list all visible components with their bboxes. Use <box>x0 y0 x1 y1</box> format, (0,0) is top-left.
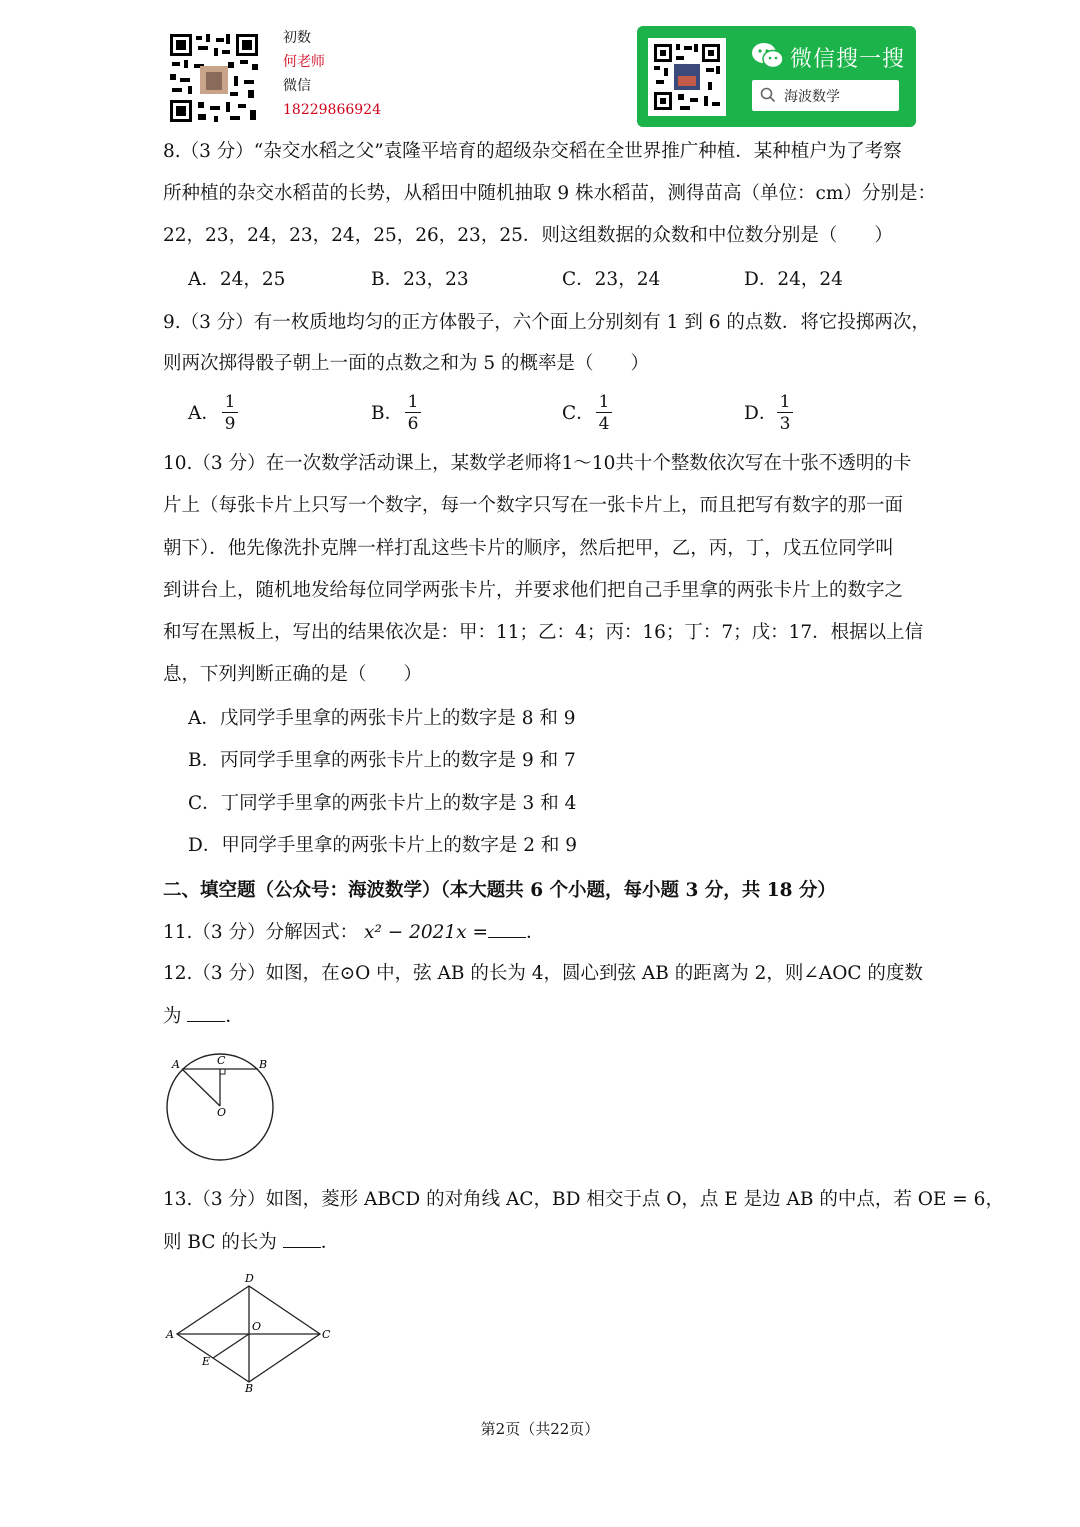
q11-end: ． <box>525 922 545 943</box>
contact-line-2: 何老师 <box>283 54 325 70</box>
q9-option-a-num: 1 <box>222 392 238 413</box>
qr-code-left <box>168 32 260 124</box>
q10-line-4: 到讲台上，随机地发给每位同学两张卡片，并要求他们把自己手里拿的两张卡片上的数字之 <box>163 580 904 601</box>
q8-line-3: 22，23，24，23，24，25，26，23，25．则这组数据的众数和中位数分别是（ ） <box>163 225 893 246</box>
q10-line-3: 朝下）．他先像洗扑克牌一样打乱这些卡片的顺序，然后把甲，乙，丙，丁，戊五位同学叫 <box>163 538 894 559</box>
q9-option-a-fraction <box>222 392 238 435</box>
q9-option-d-fraction <box>777 392 793 435</box>
q12-line-2-end: ． <box>225 1006 244 1027</box>
q12-circle-figure <box>160 1048 285 1172</box>
q12-label-c: C <box>217 1054 226 1067</box>
q10-option-a: A．戊同学手里拿的两张卡片上的数字是 8 和 9 <box>188 708 576 729</box>
q9-option-b-label: B． <box>371 403 404 424</box>
contact-line-1: 初数 <box>283 30 311 46</box>
q9-option-c-num: 1 <box>596 392 612 413</box>
q11-expression: x² − 2021x = <box>363 922 488 943</box>
q8-line-1: 8.（3 分）“杂交水稻之父”袁隆平培育的超级杂交稻在全世界推广种植．某种植户为了考察 <box>163 141 902 162</box>
q8-option-a: A．24，25 <box>188 269 286 290</box>
q12-right-angle-mark <box>220 1069 225 1074</box>
q13-answer-blank[interactable] <box>283 1229 321 1248</box>
q8-option-b: B．23，23 <box>371 269 469 290</box>
q9-option-b-den: 6 <box>407 414 419 434</box>
contact-line-4: 18229866924 <box>283 102 381 118</box>
q11-answer-blank[interactable] <box>488 919 526 938</box>
q8-line-2: 所种植的杂交水稻苗的长势，从稻田中随机抽取 9 株水稻苗，测得苗高（单位：cm）分别是： <box>163 183 936 204</box>
q13-label-c: C <box>322 1328 331 1341</box>
q10-line-1: 10.（3 分）在一次数学活动课上，某数学老师将1～10共十个整数依次写在十张不透明的卡 <box>163 453 912 474</box>
q9-option-c-label: C． <box>562 403 595 424</box>
q9-line-1: 9.（3 分）有一枚质地均匀的正方体骰子，六个面上分别刻有 1 到 6 的点数．将它投掷两次， <box>163 312 930 333</box>
q12-label-b: B <box>259 1058 268 1071</box>
contact-line-3: 微信 <box>283 78 311 94</box>
q13-rhombus-figure <box>160 1272 340 1396</box>
q13-label-e: E <box>202 1355 211 1368</box>
q10-line-5: 和写在黑板上，写出的结果依次是：甲：11；乙：4；丙：16；丁：7；戊：17．根据以上信 <box>163 622 924 643</box>
q12-segment-ao <box>182 1069 220 1106</box>
q10-line-6: 息，下列判断正确的是（ ） <box>163 664 423 685</box>
q8-option-d: D．24，24 <box>744 269 843 290</box>
q13-line-2-end: ． <box>320 1232 340 1253</box>
q12-answer-blank[interactable] <box>187 1003 225 1022</box>
q13-line-1: 13.（3 分）如图，菱形 ABCD 的对角线 AC，BD 相交于点 O，点 E 是边 AB 的中点，若 OE = 6， <box>163 1189 1004 1210</box>
q9-line-2: 则两次掷得骰子朝上一面的点数之和为 5 的概率是（ ） <box>163 353 650 374</box>
q10-line-2: 片上（每张卡片上只写一个数字，每一个数字只写在一张卡片上，而且把写有数字的那一面 <box>163 495 904 516</box>
q13-label-d: D <box>245 1272 254 1285</box>
search-icon <box>760 87 776 107</box>
q8-option-c: C．23，24 <box>562 269 661 290</box>
q9-option-b-num: 1 <box>405 392 421 413</box>
q13-line-2-prefix: 则 BC 的长为 <box>163 1232 277 1253</box>
q13-label-o: O <box>252 1320 262 1333</box>
q11-line <box>163 919 545 946</box>
q9-option-a-den: 9 <box>224 414 236 434</box>
q9-option-d-den: 3 <box>779 414 791 434</box>
wechat-search-title: 微信搜一搜 <box>790 47 906 72</box>
q12-label-a: A <box>172 1058 180 1071</box>
q9-option-d-num: 1 <box>777 392 793 413</box>
q9-option-c-den: 4 <box>598 414 610 434</box>
q13-label-b: B <box>245 1382 254 1395</box>
contact-info <box>283 26 381 122</box>
q9-option-b-fraction <box>405 392 421 435</box>
q12-line-1: 12.（3 分）如图，在⊙O 中，弦 AB 的长为 4，圆心到弦 AB 的距离为 2，则∠AOC 的度数 <box>163 963 923 984</box>
qr-code-right <box>648 38 726 116</box>
q9-option-c-fraction <box>596 392 612 435</box>
q12-label-o: O <box>217 1106 227 1119</box>
q10-option-b: B．丙同学手里拿的两张卡片上的数字是 9 和 7 <box>188 750 576 771</box>
q9-option-a-label: A． <box>188 403 220 424</box>
wechat-search-query: 海波数学 <box>784 89 840 105</box>
q12-line-2 <box>163 1003 244 1030</box>
section-2-title: 二、填空题（公众号：海波数学）（本大题共 6 个小题，每小题 3 分，共 18 分） <box>163 880 836 901</box>
q13-line-2 <box>163 1229 339 1256</box>
q11-prefix: 11.（3 分）分解因式： <box>163 922 359 943</box>
q10-option-d: D．甲同学手里拿的两张卡片上的数字是 2 和 9 <box>188 835 578 856</box>
wechat-logo-icon <box>751 42 785 74</box>
q9-option-d-label: D． <box>744 403 778 424</box>
q13-label-a: A <box>166 1328 174 1341</box>
q12-line-2-prefix: 为 <box>163 1006 182 1027</box>
q13-segment-oe <box>213 1334 249 1358</box>
q10-option-c: C．丁同学手里拿的两张卡片上的数字是 3 和 4 <box>188 793 577 814</box>
page-footer: 第2页（共22页） <box>480 1420 600 1438</box>
